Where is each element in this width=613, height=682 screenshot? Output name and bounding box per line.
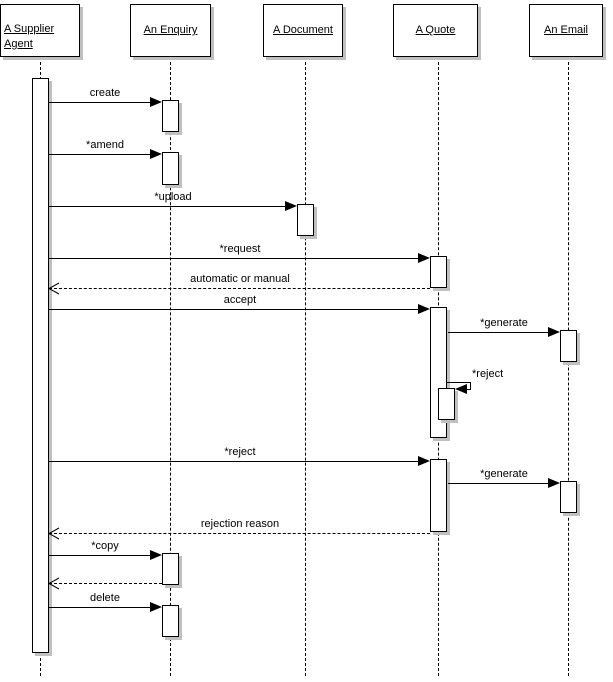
- message-line-rejection-reason: [49, 533, 430, 534]
- message-label-amend: *amend: [86, 139, 124, 151]
- activation-email-generate-1: [560, 330, 577, 362]
- message-line-generate-1: [448, 332, 548, 333]
- message-line-accept: [48, 309, 418, 310]
- message-label-automatic-or-manual: automatic or manual: [190, 273, 290, 285]
- actor-box-email: [529, 4, 603, 57]
- message-label-delete: delete: [90, 592, 120, 604]
- message-line-request: [48, 258, 418, 259]
- actor-name-email: An Email: [543, 24, 589, 36]
- open-arrowhead-automatic-or-manual-icon: [48, 282, 61, 295]
- self-message-top-line-reject: [447, 382, 471, 383]
- message-line-generate-2: [448, 483, 548, 484]
- message-line-upload: [48, 206, 285, 207]
- message-label-upload: *upload: [154, 191, 192, 203]
- message-label-reject: *reject: [224, 446, 256, 458]
- arrowhead-create-icon: [150, 97, 162, 107]
- message-line-copy: [48, 555, 150, 556]
- activation-enquiry-create: [162, 100, 179, 132]
- open-arrowhead-rejection-reason-icon: [48, 527, 61, 540]
- message-label-create: create: [89, 87, 121, 99]
- message-line-create: [48, 102, 150, 103]
- activation-quote-self-reject: [438, 388, 455, 420]
- message-label-generate-1: *generate: [480, 317, 528, 329]
- message-line-amend: [48, 154, 150, 155]
- lifeline-document: [305, 57, 306, 676]
- actor-name-supplier-agent: A Supplier Agent: [4, 23, 55, 50]
- arrowhead-generate-1-icon: [548, 327, 560, 337]
- open-arrowhead-copy-return-icon: [48, 577, 61, 590]
- activation-quote-request: [430, 256, 447, 288]
- activation-enquiry-delete: [162, 605, 179, 637]
- actor-box-quote: [393, 4, 478, 57]
- arrowhead-amend-icon: [150, 149, 162, 159]
- message-line-reject: [48, 461, 418, 462]
- arrowhead-copy-icon: [150, 550, 162, 560]
- message-line-automatic-or-manual: [49, 288, 430, 289]
- actor-box-supplier-agent: [0, 4, 80, 57]
- arrowhead-accept-icon: [418, 304, 430, 314]
- arrowhead-reject-icon: [418, 456, 430, 466]
- message-line-copy-return: [49, 583, 162, 584]
- message-label-generate-2: *generate: [480, 468, 528, 480]
- message-line-delete: [48, 607, 150, 608]
- arrowhead-generate-2-icon: [548, 478, 560, 488]
- message-label-rejection-reason: rejection reason: [200, 518, 280, 530]
- activation-enquiry-amend: [162, 152, 179, 185]
- arrowhead-self-reject-icon: [455, 384, 467, 394]
- arrowhead-delete-icon: [150, 602, 162, 612]
- actor-box-enquiry: [130, 4, 211, 57]
- message-label-accept: accept: [223, 294, 257, 306]
- message-label-copy: *copy: [91, 540, 119, 552]
- actor-box-document: [263, 4, 343, 57]
- arrowhead-request-icon: [418, 253, 430, 263]
- activation-quote-reject: [430, 459, 447, 532]
- actor-name-enquiry: An Enquiry: [143, 24, 198, 36]
- arrowhead-upload-icon: [285, 201, 297, 211]
- lifeline-email: [568, 57, 569, 676]
- actor-name-quote: A Quote: [415, 24, 456, 36]
- activation-enquiry-copy: [162, 553, 179, 585]
- message-label-request: *request: [219, 243, 261, 255]
- activation-document-upload: [297, 204, 314, 236]
- message-label-self-reject: *reject: [472, 368, 504, 380]
- activation-email-generate-2: [560, 481, 577, 513]
- activation-supplier-agent: [32, 78, 49, 653]
- actor-name-document: A Document: [273, 24, 333, 36]
